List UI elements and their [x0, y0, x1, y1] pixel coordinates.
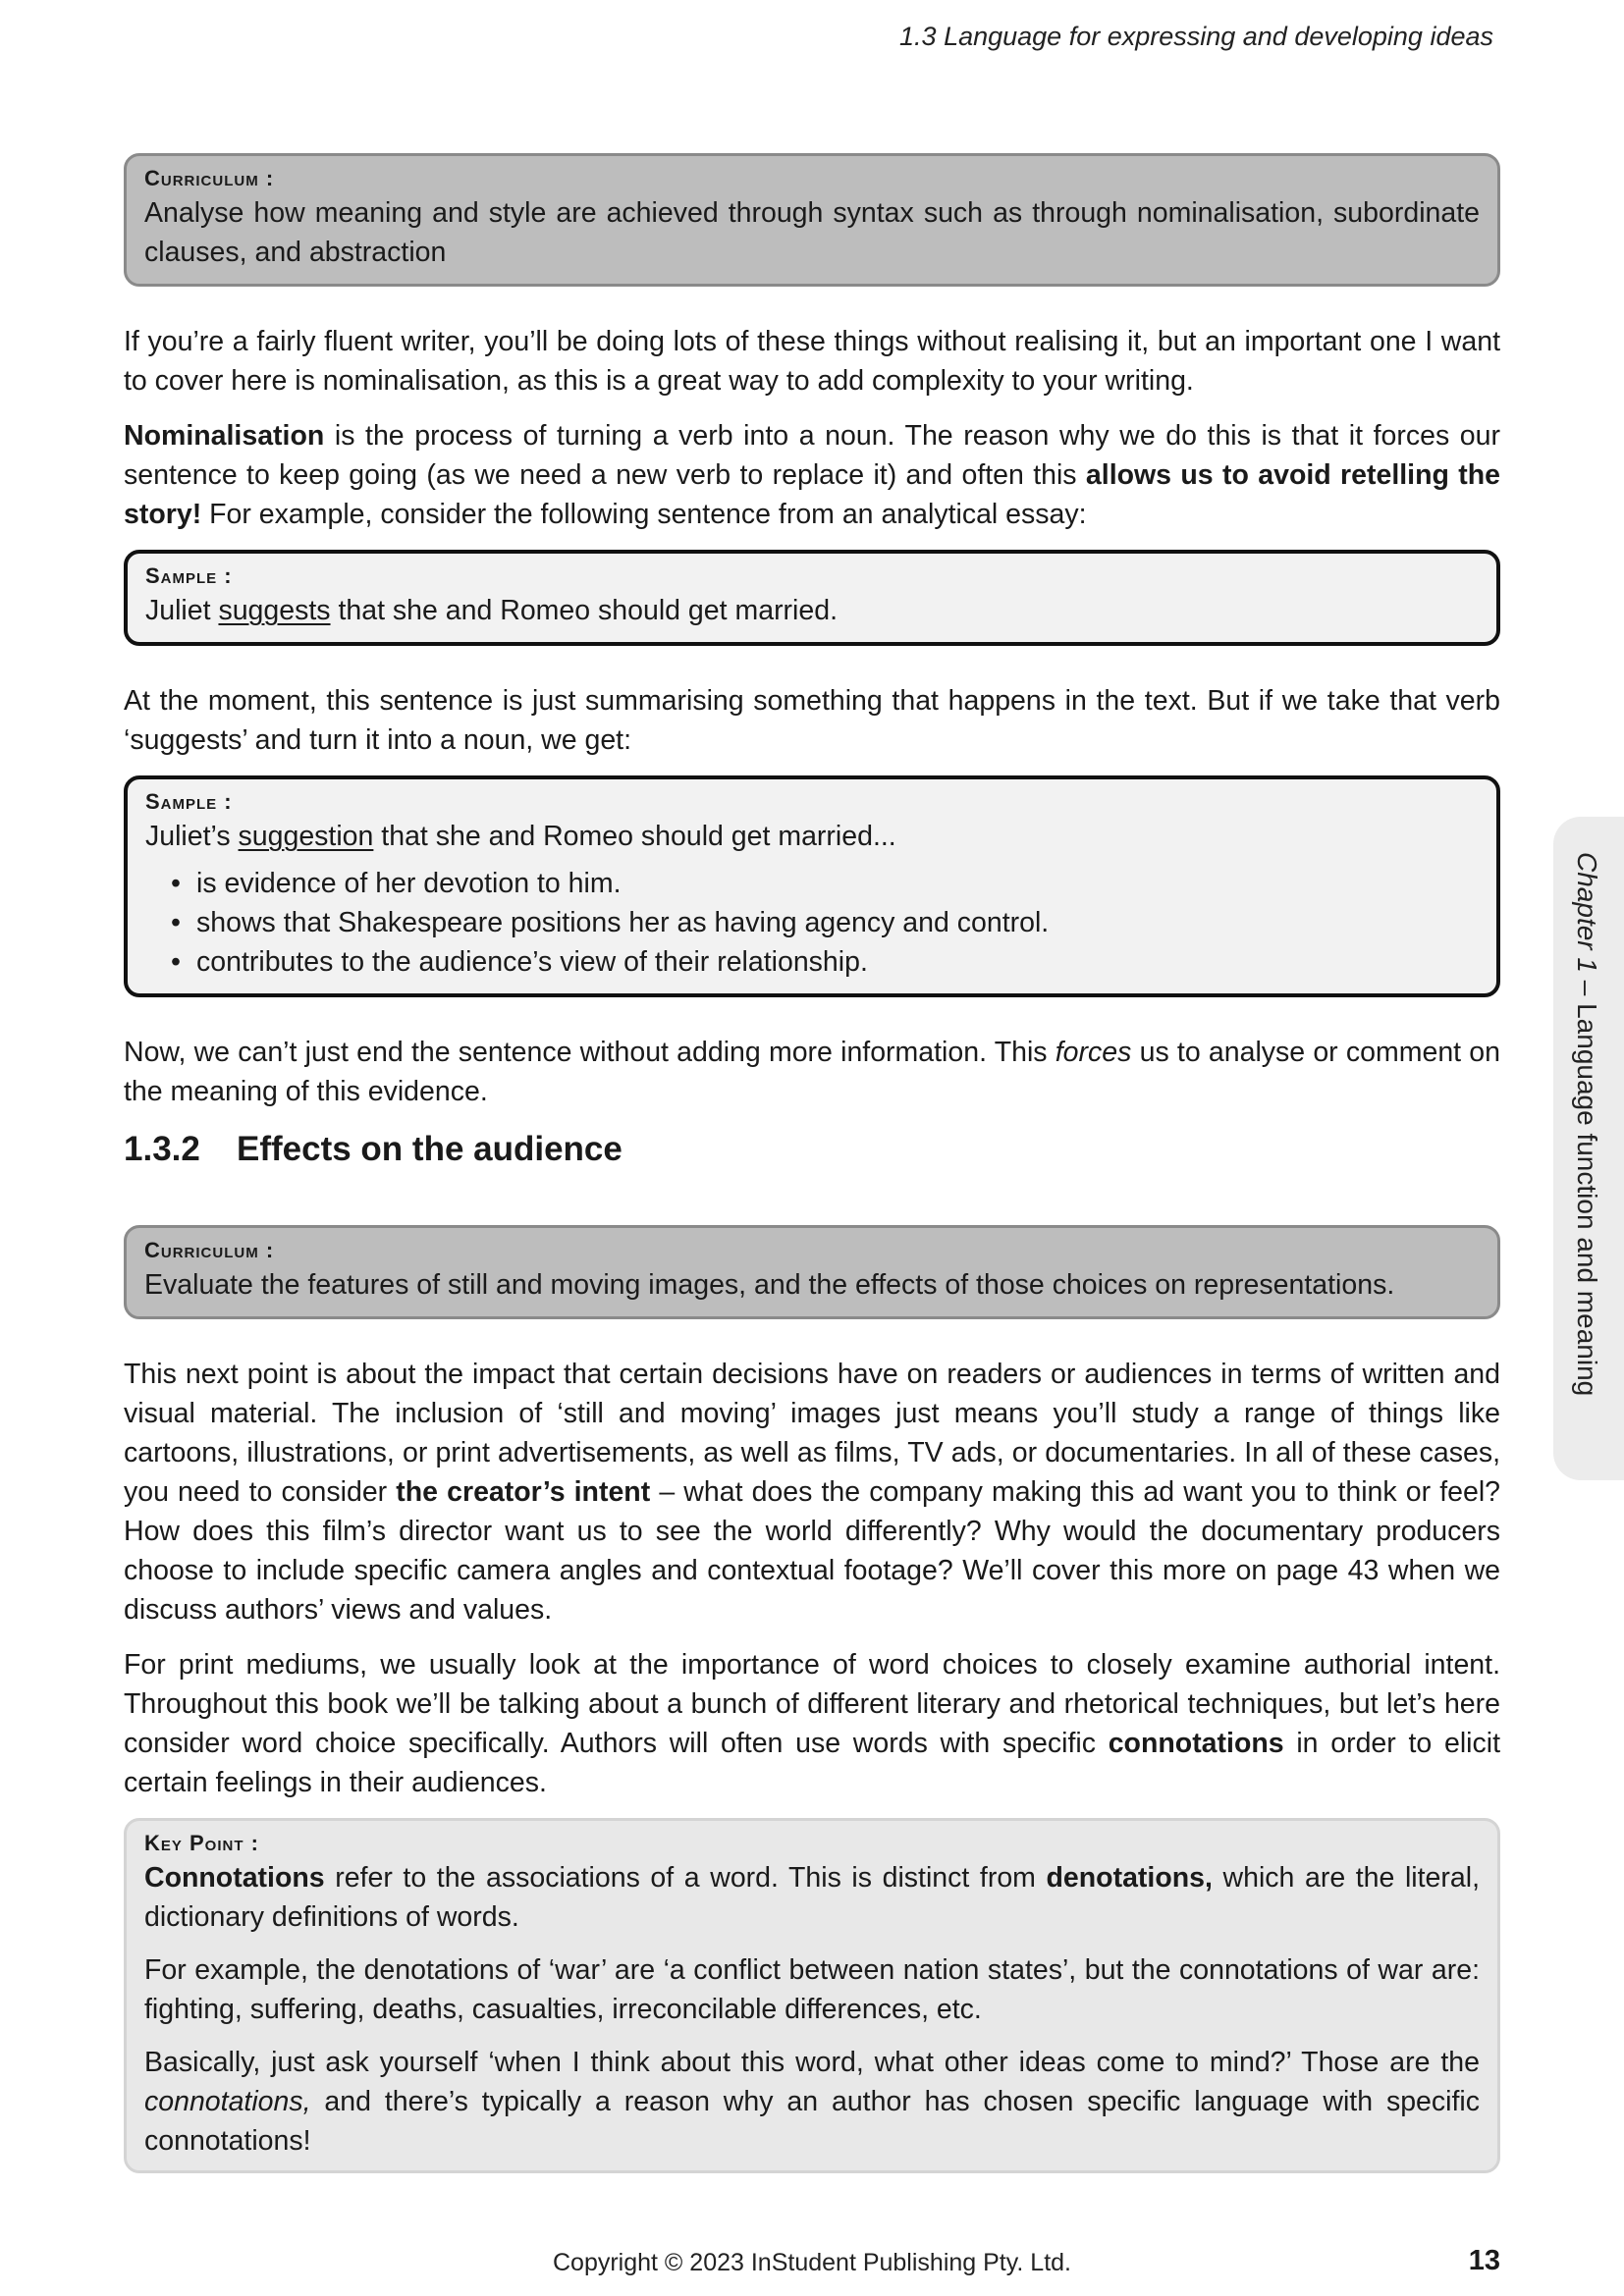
key-point-label: Key Point :	[144, 1831, 259, 1855]
list-item: • contributes to the audience’s view of their relationship.	[196, 942, 1479, 982]
list-item: • is evidence of her devotion to him.	[196, 864, 1479, 903]
term-nominalisation: Nominalisation	[124, 420, 325, 452]
key-point-summary: Basically, just ask yourself ‘when I think about this word, what other ideas come to mind?’ Those are the connotations, and there’s typically a reason why an author has chosen specific language with specific connotations!	[144, 2047, 1480, 2157]
sample-text: Juliet’s suggestion that she and Romeo should get married...	[145, 821, 896, 852]
running-header: 1.3 Language for expressing and developing ideas	[899, 22, 1493, 51]
section-title: Effects on the audience	[237, 1130, 623, 1168]
section-number: 1.3.2	[124, 1130, 200, 1168]
footer-copyright: Copyright © 2023 InStudent Publishing Pty. Ltd.	[552, 2249, 1071, 2276]
paragraph-nominalisation: Nominalisation is the process of turning a verb into a noun. The reason why we do this is that it forces our sentence to keep going (as we need a new verb to replace it) and often this allows us to avoid retelling the story! For example, consider the following sentence from an analytical essay:	[124, 420, 1501, 530]
sample-bullet-list	[145, 864, 1479, 982]
key-point-example: For example, the denotations of ‘war’ are ‘a conflict between nation states’, but the connotations of war are: fighting, suffering, deaths, casualties, irreconcilable differences, etc.	[144, 1954, 1480, 2025]
curriculum-text: Analyse how meaning and style are achieved through syntax such as through nominalisation, subordinate clauses, and abstraction	[144, 197, 1480, 268]
underlined-verb: suggests	[218, 595, 331, 626]
curriculum-box	[124, 1225, 1500, 1319]
term-connotations: connotations	[1108, 1728, 1284, 1759]
paragraph-summarising: At the moment, this sentence is just summarising something that happens in the text. But if we take that verb ‘suggests’ and turn it into a noun, we get:	[124, 685, 1500, 756]
curriculum-box	[124, 153, 1500, 287]
key-point-box	[124, 1818, 1500, 2173]
sample-box	[124, 775, 1500, 997]
emphasis-forces: forces	[1055, 1037, 1132, 1068]
emphasis-avoid-retelling: allows us to avoid retelling the story!	[124, 459, 1501, 530]
paragraph-forces: Now, we can’t just end the sentence without adding more information. This forces us to analyse or comment on the meaning of this evidence.	[124, 1037, 1500, 1107]
curriculum-text: Evaluate the features of still and moving images, and the effects of those choices on representations.	[144, 1269, 1395, 1301]
sample-text: Juliet suggests that she and Romeo should get married.	[145, 595, 838, 626]
section-heading	[124, 1129, 1500, 1170]
underlined-noun: suggestion	[238, 821, 374, 852]
curriculum-label: Curriculum :	[144, 1238, 275, 1262]
paragraph-impact: This next point is about the impact that certain decisions have on readers or audiences in terms of written and visual material. The inclusion of ‘still and moving’ images just means you’ll study a range of things like cartoons, illustrations, or print advertisements, as well as films, TV ads, or documentaries. In all of these cases, you need to consider the creator’s intent – what does the company making this ad want you to think or feel? How does this film’s director want us to see the world differently? Why would the documentary producers choose to include specific camera angles and contextual footage? We’ll cover this more on page 43 when we discuss authors’ views and values.	[124, 1359, 1500, 1626]
paragraph-intro: If you’re a fairly fluent writer, you’ll be doing lots of these things without realising it, but an important one I want to cover here is nominalisation, as this is a great way to add complexity to your writing.	[124, 326, 1500, 397]
sample-label: Sample :	[145, 789, 233, 814]
sample-label: Sample :	[145, 563, 233, 588]
chapter-side-tab-label: Chapter 1 – Language function and meaning	[1572, 852, 1602, 1397]
sample-box	[124, 550, 1500, 646]
key-point-definition: Connotations refer to the associations of a word. This is distinct from denotations, which are the literal, dictionary definitions of words.	[144, 1862, 1480, 1933]
chapter-side-tab	[1553, 817, 1624, 1480]
curriculum-label: Curriculum :	[144, 166, 275, 190]
page-content	[124, 153, 1500, 2189]
paragraph-print-mediums: For print mediums, we usually look at the importance of word choices to closely examine authorial intent. Throughout this book we’ll be talking about a bunch of different literary and rhetorical techniques, but let’s here consider word choice specifically. Authors will often use words with specific connotations in order to elicit certain feelings in their audiences.	[124, 1649, 1500, 1798]
term-creators-intent: the creator’s intent	[396, 1476, 651, 1508]
page-number: 13	[1468, 2245, 1500, 2276]
list-item: • shows that Shakespeare positions her as having agency and control.	[196, 903, 1479, 942]
